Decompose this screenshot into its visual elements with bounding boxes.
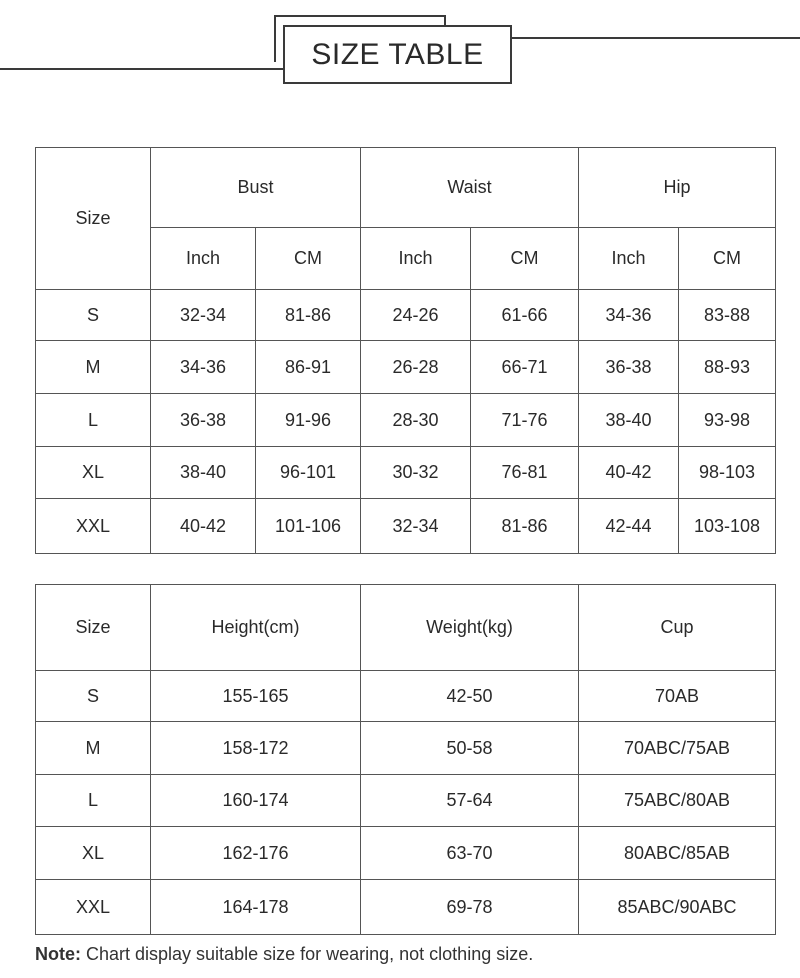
- footnote: [35, 944, 533, 965]
- value-cell: 76-81: [471, 447, 579, 499]
- value-cell: 75ABC/80AB: [579, 775, 776, 827]
- unit-header: CM: [679, 228, 776, 290]
- header-rule-right: [511, 37, 800, 39]
- value-cell: 69-78: [361, 880, 579, 935]
- value-cell: 66-71: [471, 341, 579, 394]
- value-cell: 36-38: [151, 394, 256, 447]
- size-cell: XL: [36, 447, 151, 499]
- value-cell: 70AB: [579, 671, 776, 722]
- size-cell: S: [36, 671, 151, 722]
- table-row: [36, 290, 776, 341]
- value-cell: 26-28: [361, 341, 471, 394]
- value-cell: 57-64: [361, 775, 579, 827]
- waist-header: Waist: [361, 148, 579, 228]
- value-cell: 30-32: [361, 447, 471, 499]
- value-cell: 103-108: [679, 499, 776, 554]
- value-cell: 63-70: [361, 827, 579, 880]
- value-cell: 70ABC/75AB: [579, 722, 776, 775]
- value-cell: 50-58: [361, 722, 579, 775]
- hip-header: Hip: [579, 148, 776, 228]
- value-cell: 83-88: [679, 290, 776, 341]
- value-cell: 34-36: [579, 290, 679, 341]
- size-cell: M: [36, 341, 151, 394]
- value-cell: 91-96: [256, 394, 361, 447]
- value-cell: 164-178: [151, 880, 361, 935]
- value-cell: 160-174: [151, 775, 361, 827]
- table-row: [36, 775, 776, 827]
- fit-table: [35, 584, 776, 935]
- size-cell: XXL: [36, 880, 151, 935]
- unit-header: CM: [256, 228, 361, 290]
- value-cell: 98-103: [679, 447, 776, 499]
- value-cell: 38-40: [579, 394, 679, 447]
- value-cell: 86-91: [256, 341, 361, 394]
- value-cell: 36-38: [579, 341, 679, 394]
- size-cell: XXL: [36, 499, 151, 554]
- unit-header: Inch: [579, 228, 679, 290]
- size-header: Size: [36, 585, 151, 671]
- value-cell: 162-176: [151, 827, 361, 880]
- table-row: [36, 827, 776, 880]
- size-cell: L: [36, 775, 151, 827]
- table-row: [36, 447, 776, 499]
- value-cell: 38-40: [151, 447, 256, 499]
- value-cell: 155-165: [151, 671, 361, 722]
- measurement-table: [35, 147, 776, 554]
- size-cell: XL: [36, 827, 151, 880]
- value-cell: 93-98: [679, 394, 776, 447]
- value-cell: 101-106: [256, 499, 361, 554]
- table-row: [36, 722, 776, 775]
- value-cell: 71-76: [471, 394, 579, 447]
- cup-header: Cup: [579, 585, 776, 671]
- value-cell: 40-42: [151, 499, 256, 554]
- size-header: Size: [36, 148, 151, 290]
- table-row: [36, 880, 776, 935]
- unit-header: Inch: [361, 228, 471, 290]
- value-cell: 158-172: [151, 722, 361, 775]
- value-cell: 28-30: [361, 394, 471, 447]
- size-cell: S: [36, 290, 151, 341]
- unit-header: CM: [471, 228, 579, 290]
- value-cell: 42-50: [361, 671, 579, 722]
- table-row: [36, 394, 776, 447]
- bust-header: Bust: [151, 148, 361, 228]
- header-rule-left: [0, 68, 290, 70]
- page-title: SIZE TABLE: [311, 37, 484, 71]
- value-cell: 80ABC/85AB: [579, 827, 776, 880]
- value-cell: 32-34: [361, 499, 471, 554]
- value-cell: 61-66: [471, 290, 579, 341]
- size-cell: M: [36, 722, 151, 775]
- value-cell: 81-86: [471, 499, 579, 554]
- value-cell: 32-34: [151, 290, 256, 341]
- value-cell: 42-44: [579, 499, 679, 554]
- table-row: [36, 341, 776, 394]
- value-cell: 81-86: [256, 290, 361, 341]
- value-cell: 85ABC/90ABC: [579, 880, 776, 935]
- value-cell: 40-42: [579, 447, 679, 499]
- value-cell: 96-101: [256, 447, 361, 499]
- value-cell: 24-26: [361, 290, 471, 341]
- title-frame: [283, 25, 512, 84]
- table-row: [36, 499, 776, 554]
- height-header: Height(cm): [151, 585, 361, 671]
- size-cell: L: [36, 394, 151, 447]
- note-text: Chart display suitable size for wearing, not clothing size.: [81, 944, 534, 964]
- value-cell: 88-93: [679, 341, 776, 394]
- table-row: [36, 671, 776, 722]
- note-label: Note:: [35, 944, 81, 964]
- value-cell: 34-36: [151, 341, 256, 394]
- unit-header: Inch: [151, 228, 256, 290]
- weight-header: Weight(kg): [361, 585, 579, 671]
